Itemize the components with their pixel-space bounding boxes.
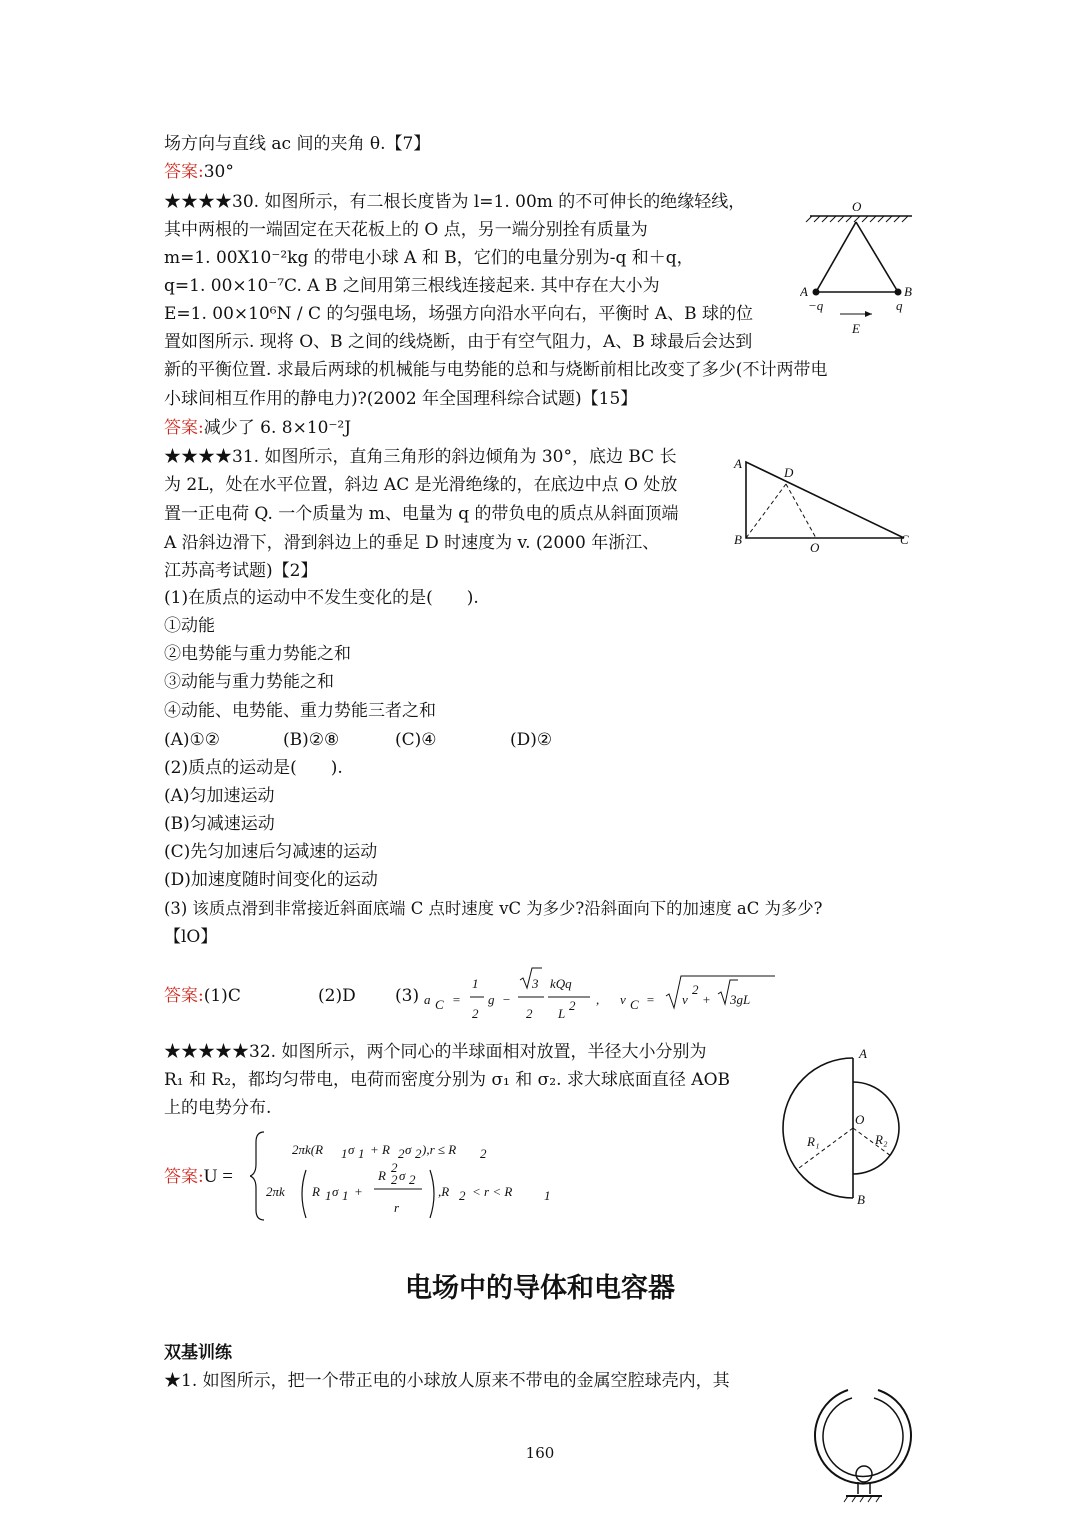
svg-text:1: 1 <box>342 1188 349 1203</box>
q31-line: ★★★★31. 如图所示，直角三角形的斜边倾角为 30°，底边 BC 长 <box>164 447 677 467</box>
label-B: B <box>734 532 742 547</box>
q29-tail-text: 场方向与直线 ac 间的夹角 θ.【7】 <box>164 134 431 154</box>
label-A: A <box>800 284 808 299</box>
q30-line: 置如图所示. 现将 O、B 之间的线烧断，由于有空气阻力，A、B 球最后会达到 <box>164 332 753 352</box>
q31-line: 江苏高考试题)【2】 <box>164 561 318 581</box>
q31-answer-label <box>164 984 241 1008</box>
q31-option: ④动能、电势能、重力势能三者之和 <box>164 701 436 721</box>
label-q: q <box>896 298 903 313</box>
q31-option: ②电势能与重力势能之和 <box>164 644 351 664</box>
q31-part3-tag: 【lO】 <box>164 927 218 947</box>
label-O: O <box>810 540 820 555</box>
answer-2: (2)D <box>318 986 356 1006</box>
svg-text:−: − <box>502 992 511 1007</box>
q1-line: ★1. 如图所示，把一个带正电的小球放人原来不带电的金属空腔球壳内，其 <box>164 1371 730 1391</box>
label-D: D <box>784 465 794 480</box>
q31-line: 为 2L，处在水平位置，斜边 AC 是光滑绝缘的，在底边中点 O 处放 <box>164 475 678 495</box>
answer-1: (1)C <box>203 986 241 1006</box>
svg-text:2πk(R: 2πk(R <box>292 1142 324 1157</box>
answer-3-prefix: (3) <box>395 986 420 1006</box>
answer-label: 答案: <box>164 986 204 1006</box>
q31-choice: (C)④ <box>395 730 437 750</box>
q30-answer <box>164 416 351 440</box>
svg-text:1: 1 <box>341 1146 348 1161</box>
q30-line: m=1. 00X10⁻²kg 的带电小球 A 和 B，它们的电量分别为-q 和＋q， <box>164 248 694 268</box>
section-title: 电场中的导体和电容器 <box>405 1273 675 1304</box>
svg-text:2: 2 <box>391 1172 398 1187</box>
q32-figure <box>775 1044 925 1209</box>
label-C: C <box>900 532 909 547</box>
q31-choice: (D)② <box>510 730 553 750</box>
page-number: 160 <box>525 1444 555 1462</box>
answer-lhs: U = <box>203 1166 233 1187</box>
svg-text:1: 1 <box>325 1188 332 1203</box>
q30-line <box>164 218 782 242</box>
svg-text:1: 1 <box>544 1188 551 1203</box>
q32-line: 上的电势分布. <box>164 1098 272 1118</box>
svg-text:3: 3 <box>532 976 539 991</box>
subsection-heading: 双基训练 <box>164 1343 232 1363</box>
svg-text:R: R <box>378 1168 386 1183</box>
svg-text:a: a <box>424 992 431 1007</box>
svg-text:2: 2 <box>472 1006 479 1021</box>
svg-text:C: C <box>630 997 639 1012</box>
answer-label: 答案: <box>164 162 204 182</box>
label-O: O <box>855 1112 865 1127</box>
label-O: O <box>852 199 862 214</box>
label-minus-q: −q <box>808 298 824 313</box>
svg-text:+ R: + R <box>370 1142 390 1157</box>
svg-text:< r < R: < r < R <box>472 1184 513 1199</box>
svg-text:),r ≤ R: ),r ≤ R <box>422 1142 457 1157</box>
svg-text:C: C <box>435 997 444 1012</box>
answer-value: 减少了 6. 8×10⁻²J <box>203 418 352 438</box>
svg-text:2: 2 <box>391 1160 398 1175</box>
q31-part1: (1)在质点的运动中不发生变化的是( ). <box>164 588 479 608</box>
svg-text:1: 1 <box>358 1146 365 1161</box>
q30-line: 小球间相互作用的静电力)?(2002 年全国理科综合试题)【15】 <box>164 389 638 409</box>
label-R2: R₂ <box>875 1132 888 1147</box>
q31-choice: (B)②⑧ <box>283 730 340 750</box>
svg-text:2πk: 2πk <box>266 1184 285 1199</box>
svg-text:g: g <box>488 992 495 1007</box>
svg-text:+: + <box>702 992 711 1007</box>
q31-figure <box>730 452 920 562</box>
q31-answer-formula <box>420 966 790 1026</box>
label-A: A <box>734 456 742 471</box>
q30-figure <box>800 196 930 346</box>
svg-text:=: = <box>452 992 461 1007</box>
svg-text:,: , <box>596 992 600 1007</box>
label-B: B <box>857 1192 865 1207</box>
q31-part2: (2)质点的运动是( ). <box>164 758 343 778</box>
answer-label: 答案: <box>164 418 204 438</box>
svg-text:σ: σ <box>348 1142 355 1157</box>
q32-answer <box>164 1165 233 1189</box>
q32-answer-formula <box>250 1130 570 1225</box>
q30-line: 新的平衡位置. 求最后两球的机械能与电势能的总和与烧断前相比改变了多少(不计两带电 <box>164 360 828 380</box>
q31-option: ③动能与重力势能之和 <box>164 672 334 692</box>
q31-option: (B)匀减速运动 <box>164 814 275 834</box>
q30-line: q=1. 00×10⁻⁷C. A B 之间用第三根线连接起来. 其中存在大小为 <box>164 276 660 296</box>
svg-text:r: r <box>394 1200 400 1215</box>
svg-text:=: = <box>646 992 655 1007</box>
svg-text:v: v <box>682 992 688 1007</box>
svg-text:σ: σ <box>332 1184 339 1199</box>
q1-figure <box>808 1380 918 1510</box>
label-R1: R₁ <box>807 1134 820 1149</box>
svg-text:L: L <box>558 1006 566 1021</box>
svg-text:σ: σ <box>405 1142 412 1157</box>
svg-text:+: + <box>354 1184 363 1199</box>
svg-text:σ: σ <box>399 1168 406 1183</box>
q30-line-text: 其中两根的一端固定在天花板上的 O 点，另一端分别拴有质量为 <box>164 220 648 240</box>
svg-text:R: R <box>312 1184 320 1199</box>
svg-text:,R: ,R <box>438 1184 450 1199</box>
q30-line: ★★★★30. 如图所示，有二根长度皆为 l=1. 00m 的不可伸长的绝缘轻线， <box>164 192 746 212</box>
q31-part3: (3) 该质点滑到非常接近斜面底端 C 点时速度 vC 为多少?沿斜面向下的加速度 aC 为多少? <box>164 899 823 918</box>
label-A: A <box>859 1046 867 1061</box>
svg-text:2: 2 <box>480 1146 487 1161</box>
svg-text:kQq: kQq <box>550 976 572 991</box>
svg-text:2: 2 <box>415 1146 422 1161</box>
q31-option: (C)先匀加速后匀减速的运动 <box>164 842 378 862</box>
q29-answer <box>164 160 234 184</box>
svg-text:v: v <box>620 992 626 1007</box>
svg-text:2: 2 <box>459 1188 466 1203</box>
q31-option: (D)加速度随时间变化的运动 <box>164 870 378 890</box>
svg-text:2: 2 <box>526 1006 533 1021</box>
svg-text:2: 2 <box>409 1172 416 1187</box>
svg-text:2: 2 <box>569 998 576 1013</box>
q31-choice: (A)①② <box>164 730 221 750</box>
svg-text:2: 2 <box>692 982 699 997</box>
answer-label: 答案: <box>164 1167 204 1187</box>
q32-line: R₁ 和 R₂，都均匀带电，电荷而密度分别为 σ₁ 和 σ₂. 求大球底面直径 AOB <box>164 1070 731 1090</box>
answer-value: 30° <box>203 162 234 182</box>
q30-line: E=1. 00×10⁶N / C 的匀强电场，场强方向沿水平向右，平衡时 A、B 球的位 <box>164 304 753 324</box>
q31-option: ①动能 <box>164 616 215 636</box>
label-B: B <box>904 284 912 299</box>
q32-line: ★★★★★32. 如图所示，两个同心的半球面相对放置，半径大小分别为 <box>164 1042 707 1062</box>
svg-text:3gL: 3gL <box>730 992 751 1007</box>
svg-text:2: 2 <box>398 1146 405 1161</box>
q31-line: A 沿斜边滑下，滑到斜边上的垂足 D 时速度为 v. (2000 年浙江、 <box>164 533 660 553</box>
q31-line: 置一正电荷 Q. 一个质量为 m、电量为 q 的带负电的质点从斜面顶端 <box>164 504 679 524</box>
q31-option: (A)匀加速运动 <box>164 786 275 806</box>
label-E: E <box>852 321 860 336</box>
svg-text:1: 1 <box>472 976 479 991</box>
